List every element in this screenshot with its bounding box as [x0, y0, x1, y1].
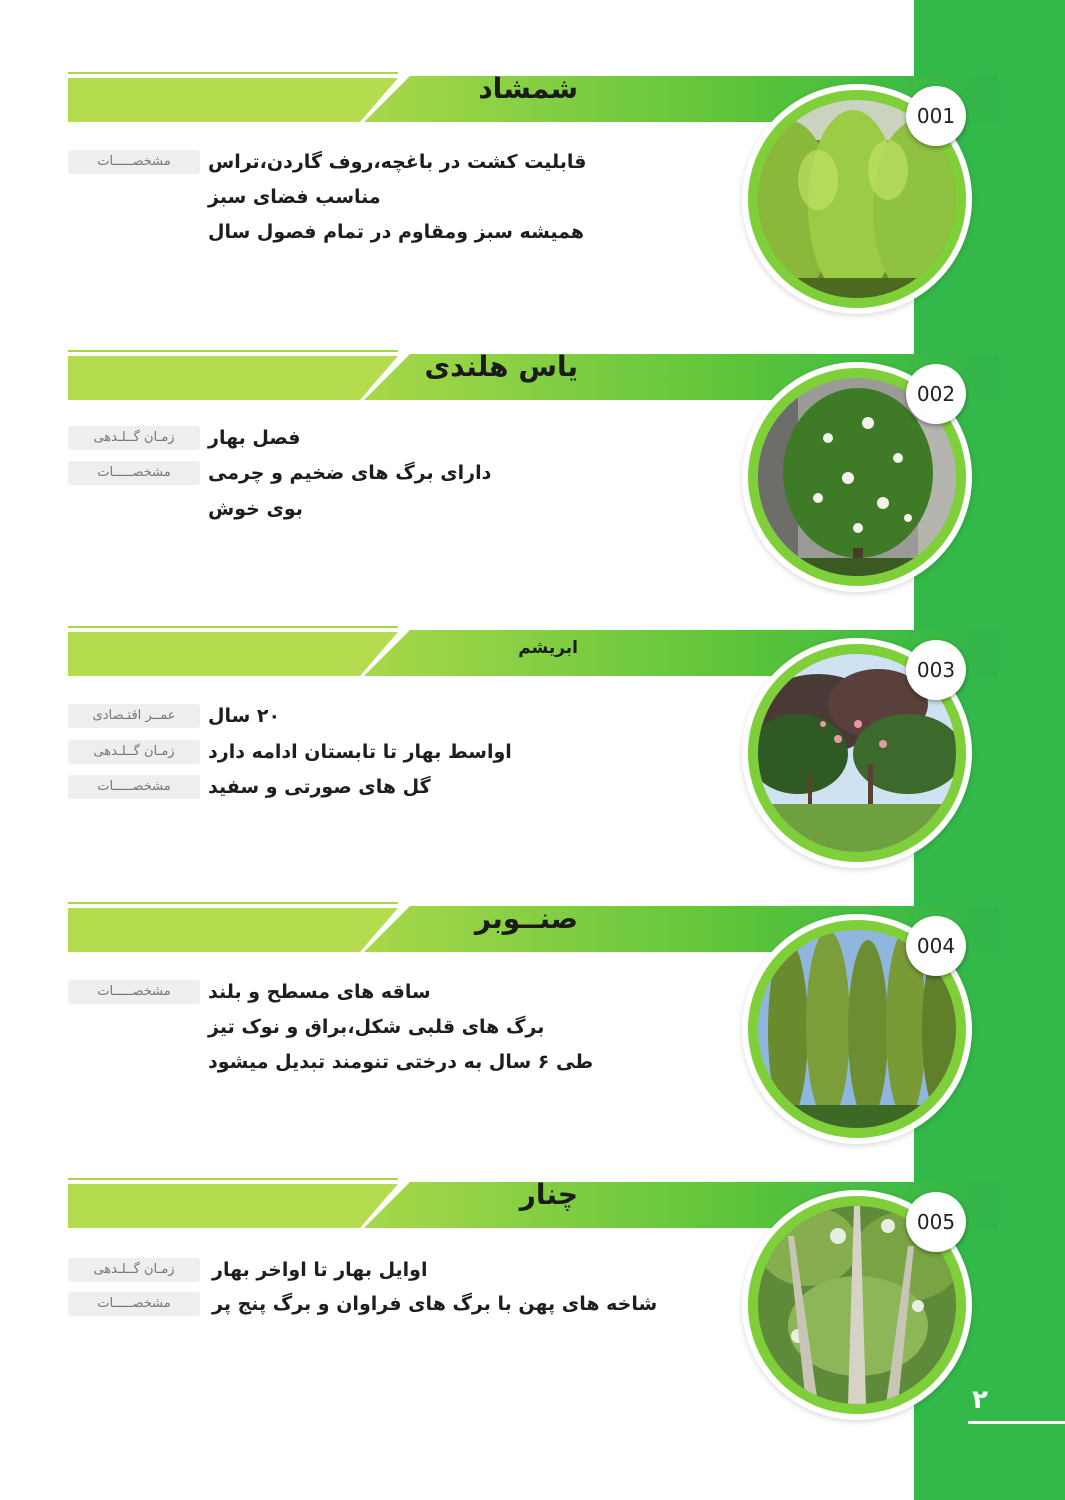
- plant-section-001: [0, 66, 1065, 336]
- plant-title: صنــوبر: [474, 902, 578, 935]
- spec-value: اواسط بهار تا تابستان ادامه دارد: [208, 741, 512, 763]
- spec-value: برگ های قلبی شکل،براق و نوک تیز: [208, 1016, 545, 1038]
- plant-number-badge: 002: [906, 364, 966, 424]
- plant-number-badge: 005: [906, 1192, 966, 1252]
- spec-label: زمـان گــلـدهی: [68, 426, 200, 450]
- plant-title: یاس هلندی: [424, 350, 578, 383]
- plant-title: چنار: [519, 1178, 578, 1211]
- spec-label: عمــر اقتـصادی: [68, 704, 200, 728]
- plant-section-005: [0, 1172, 1065, 1442]
- spec-value: قابلیت کشت در باغچه،روف گاردن،تراس: [208, 151, 587, 173]
- spec-value: طی ۶ سال به درختی تنومند تبدیل میشود: [208, 1051, 594, 1073]
- spec-value: ساقه های مسطح و بلند: [208, 981, 431, 1003]
- spec-value: فصل بهار: [208, 427, 301, 449]
- spec-value: دارای برگ های ضخیم و چرمی: [208, 462, 492, 484]
- spec-value: شاخه های پهن با برگ های فراوان و برگ پنج پر: [212, 1293, 658, 1315]
- plant-title: شمشاد: [478, 72, 578, 105]
- plant-number-badge: 003: [906, 640, 966, 700]
- spec-label: مشخصـــــات: [68, 980, 200, 1004]
- spec-label: مشخصـــــات: [68, 775, 200, 799]
- plant-number-badge: 004: [906, 916, 966, 976]
- spec-value: ۲۰ سال: [208, 705, 281, 727]
- plant-section-002: [0, 344, 1065, 614]
- spec-label: مشخصـــــات: [68, 461, 200, 485]
- spec-label: مشخصـــــات: [68, 150, 200, 174]
- spec-value: مناسب فضای سبز: [208, 186, 381, 208]
- spec-value: اوایل بهار تا اواخر بهار: [212, 1259, 428, 1281]
- plant-title: ابریشم: [518, 638, 578, 658]
- plant-section-003: [0, 620, 1065, 890]
- page-number-underline: [968, 1421, 1065, 1424]
- spec-label: زمـان گــلـدهی: [68, 1258, 200, 1282]
- spec-value: همیشه سبز ومقاوم در تمام فصول سال: [208, 221, 585, 243]
- spec-value: بوی خوش: [208, 498, 303, 520]
- plant-number-badge: 001: [906, 86, 966, 146]
- spec-label: مشخصـــــات: [68, 1292, 200, 1316]
- plant-section-004: [0, 896, 1065, 1166]
- page-number: ۲: [972, 1385, 988, 1415]
- spec-value: گل های صورتی و سفید: [208, 776, 431, 798]
- spec-label: زمـان گــلـدهی: [68, 740, 200, 764]
